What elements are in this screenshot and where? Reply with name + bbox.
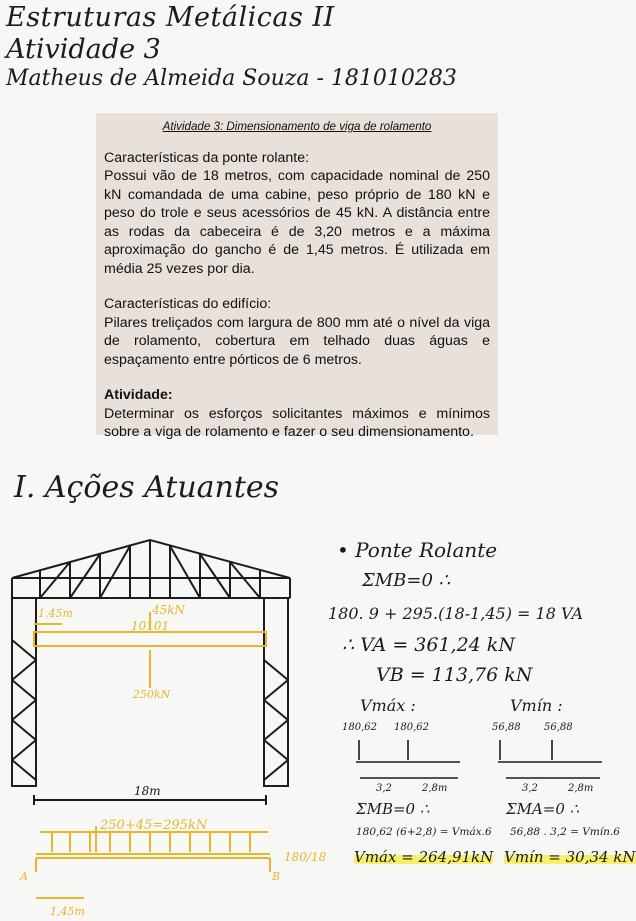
load-45-label: 45kN [152,603,186,617]
sum-ma-2: ΣMA=0 ∴ [506,800,580,818]
dim-28-left: 2,8m [422,783,448,794]
result-vb: VB = 113,76 kN [376,664,533,686]
vmin-label: Vmín : [510,696,563,715]
statement-heading: Atividade 3: Dimensionamento de viga de rolamento [162,120,432,133]
support-b-label: B [272,870,281,883]
dim-32-left: 3,2 [376,783,392,794]
activity-title: Atividade: [104,387,173,403]
equation-vmax: 180,62 (6+2,8) = Vmáx.6 [356,826,492,838]
crane-text: Possui vão de 18 metros, com capacidade nominal de 250 kN comandada de uma cabine, peso próprio de 180 kN e peso do trole e seus acessórios de 45 kN. A distância entre as rodas da cabeceira é de 3,20 metros e a máxima aproximação do gancho é de 1,45 metros. É utilizada em média 25 vezes por dia. [104,168,490,277]
calc-heading: • Ponte Rolante [337,538,498,562]
vmax-load-2: 180,62 [394,722,429,733]
trolley-label: 10101 [131,619,170,633]
equation-vmin: 56,88 . 3,2 = Vmín.6 [510,826,620,838]
sum-mb: ΣMB=0 ∴ [362,570,451,591]
crane-title: Características da ponte rolante: [104,149,310,166]
dim-145-label: 1,45m [38,607,73,620]
dim-28-right: 2,8m [568,783,594,794]
bottom-dim-label: 1,45m [50,905,85,918]
support-a-label: A [20,870,28,883]
equation-1: 180. 9 + 295.(18-1,45) = 18 VA [328,604,584,623]
title-line-1: Estruturas Metálicas II [6,2,335,33]
sum-load-label: 250+45=295kN [100,818,208,833]
result-va: ∴ VA = 361,24 kN [342,634,515,656]
load-250-label: 250kN [133,688,171,701]
vmin-load-1: 56,88 [492,722,521,733]
dist-load-label: 180/18 [284,850,327,864]
activity-text: Determinar os esforços solicitantes máximos e mínimos sobre a viga de rolamento e fazer o seu dimensionamento. [104,405,490,440]
vmin-result: Vmín = 30,34 kN [504,848,636,866]
span-label: 18m [134,784,161,798]
author-line: Matheus de Almeida Souza - 181010283 [6,66,457,91]
vmax-load-1: 180,62 [342,722,377,733]
section-title: I. Ações Atuantes [14,470,280,505]
vmin-load-2: 56,88 [544,722,573,733]
vmax-label: Vmáx : [360,696,416,715]
dim-32-right: 3,2 [522,783,538,794]
building-title: Características do edifício: [104,296,272,312]
building-text: Pilares treliçados com largura de 800 mm até o nível da viga de rolamento, cobertura em telhado duas águas e espaçamento entre pórticos de 6 metros. [104,314,490,368]
vmax-result: Vmáx = 264,91kN [354,848,494,866]
title-line-2: Atividade 3 [6,34,161,65]
sum-mb-2: ΣMB=0 ∴ [356,800,430,818]
